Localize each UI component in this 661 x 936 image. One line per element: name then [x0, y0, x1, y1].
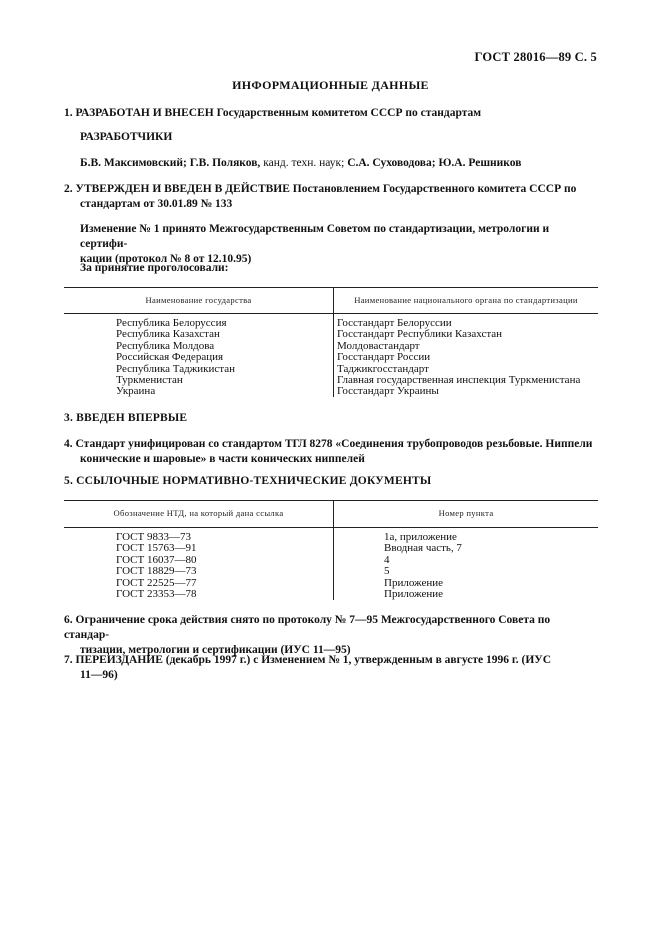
table-row: Госстандарт Белоруссии — [337, 317, 452, 329]
table-row: Республика Казахстан — [116, 328, 220, 341]
section-2-line2: стандартам от 30.01.89 № 133 — [80, 198, 233, 210]
table-row: Госстандарт Республики Казахстан — [337, 328, 503, 341]
developers-list — [80, 156, 598, 171]
table-row: Украина — [116, 385, 156, 398]
developers-degree: канд. техн. наук; — [260, 157, 348, 169]
section-6-line1: Ограничение срока действия снято по протоколу № 7—95 Межгосударственного Совета по стандар- — [64, 614, 551, 641]
table-row: Приложение — [384, 576, 444, 589]
table-row: 5 — [384, 565, 390, 578]
section-4-line2: конические и шаровые» в части конических ниппелей — [80, 453, 365, 465]
section-1-text: РАЗРАБОТАН И ВНЕСЕН Государственным комитетом СССР по стандартам — [75, 107, 482, 119]
table-row: Молдовастандарт — [337, 339, 420, 352]
section-6 — [64, 613, 598, 658]
table-row: 1а, приложение — [384, 531, 457, 543]
section-1-number: 1. — [64, 107, 73, 119]
table-row: Госстандарт России — [337, 351, 431, 364]
table-row: Республика Таджикистан — [116, 362, 235, 375]
table-row: Госстандарт Украины — [337, 385, 439, 398]
section-3 — [64, 411, 598, 426]
table-row: 4 — [384, 553, 390, 566]
section-4 — [64, 437, 598, 467]
section-7-line2: 11—96) — [80, 669, 118, 681]
table1-header-body: Наименование национального органа по стандартизации — [354, 295, 578, 305]
table-row: Вводная часть, 7 — [384, 542, 462, 555]
section-2 — [64, 182, 598, 212]
table1-header-rule — [64, 313, 598, 314]
table-row: ГОСТ 18829—73 — [116, 565, 197, 578]
section-5 — [64, 474, 598, 489]
section-4-number: 4. — [64, 438, 73, 450]
section-2-number: 2. — [64, 183, 73, 195]
table2-header-designation: Обозначение НТД, на который дана ссылка — [113, 508, 284, 518]
table-row: ГОСТ 15763—91 — [116, 542, 197, 555]
table2-header-clause: Номер пункта — [438, 508, 494, 518]
table-row: ГОСТ 23353—78 — [116, 588, 197, 601]
table-row: Приложение — [384, 588, 444, 601]
table-row: ГОСТ 16037—80 — [116, 553, 197, 566]
section-2-line1: УТВЕРЖДЕН И ВВЕДЕН В ДЕЙСТВИЕ Постановлением Государственного комитета СССР по — [75, 183, 577, 195]
section-5-number: 5. — [64, 475, 74, 487]
section-6-line2: тизации, метрологии и сертификации (ИУС 11—95) — [80, 644, 351, 656]
section-7 — [64, 653, 598, 683]
table2-top-rule — [64, 500, 598, 501]
section-5-text: ССЫЛОЧНЫЕ НОРМАТИВНО-ТЕХНИЧЕСКИЕ ДОКУМЕНТЫ — [76, 475, 432, 487]
amendment-1-line1: Изменение № 1 принято Межгосударственным Советом по стандартизации, метрологии и сертифи- — [80, 223, 550, 250]
table-row: Таджикгосстандарт — [337, 362, 429, 375]
developers-names-b: С.А. Суховодова; Ю.А. Решников — [347, 157, 522, 169]
standard-page-reference: ГОСТ 28016—89 С. 5 — [474, 50, 597, 64]
section-4-line1: Стандарт унифицирован со стандартом ТГЛ 8278 «Соединения трубопроводов резьбовые. Ниппели — [75, 438, 593, 450]
section-1 — [64, 106, 598, 121]
table-row: ГОСТ 22525—77 — [116, 576, 197, 589]
table-row: Республика Молдова — [116, 339, 215, 352]
section-7-number: 7. — [64, 654, 73, 666]
amendment-1-line2: кации (протокол № 8 от 12.10.95) — [80, 253, 252, 265]
table1-bodies-column — [337, 318, 580, 398]
table2-header-rule — [64, 527, 598, 528]
table-row: Республика Белоруссия — [116, 317, 227, 329]
table-row: Туркменистан — [116, 374, 183, 387]
table-row: ГОСТ 9833—73 — [116, 531, 191, 543]
table-row: Главная государственная инспекция Туркменистана — [337, 374, 581, 387]
voted-heading: За принятие проголосовали: — [80, 262, 229, 274]
developers-names-a: Б.В. Максимовский; Г.В. Поляков, — [80, 157, 261, 169]
table2-designations-column — [116, 532, 196, 600]
table1-header-state: Наименование государства — [145, 295, 252, 305]
table-row: Российская Федерация — [116, 351, 224, 364]
section-7-line1: ПЕРЕИЗДАНИЕ (декабрь 1997 г.) с Изменением № 1, утвержденным в августе 1996 г. (ИУС — [75, 654, 552, 666]
table2-clauses-column — [384, 532, 462, 600]
section-3-number: 3. — [64, 412, 74, 424]
table1-top-rule — [64, 287, 598, 288]
page-title: ИНФОРМАЦИОННЫЕ ДАННЫЕ — [232, 78, 429, 92]
developers-heading: РАЗРАБОТЧИКИ — [80, 131, 173, 143]
section-6-number: 6. — [64, 614, 73, 626]
section-3-text: ВВЕДЕН ВПЕРВЫЕ — [76, 412, 188, 424]
table1-states-column — [116, 318, 235, 398]
